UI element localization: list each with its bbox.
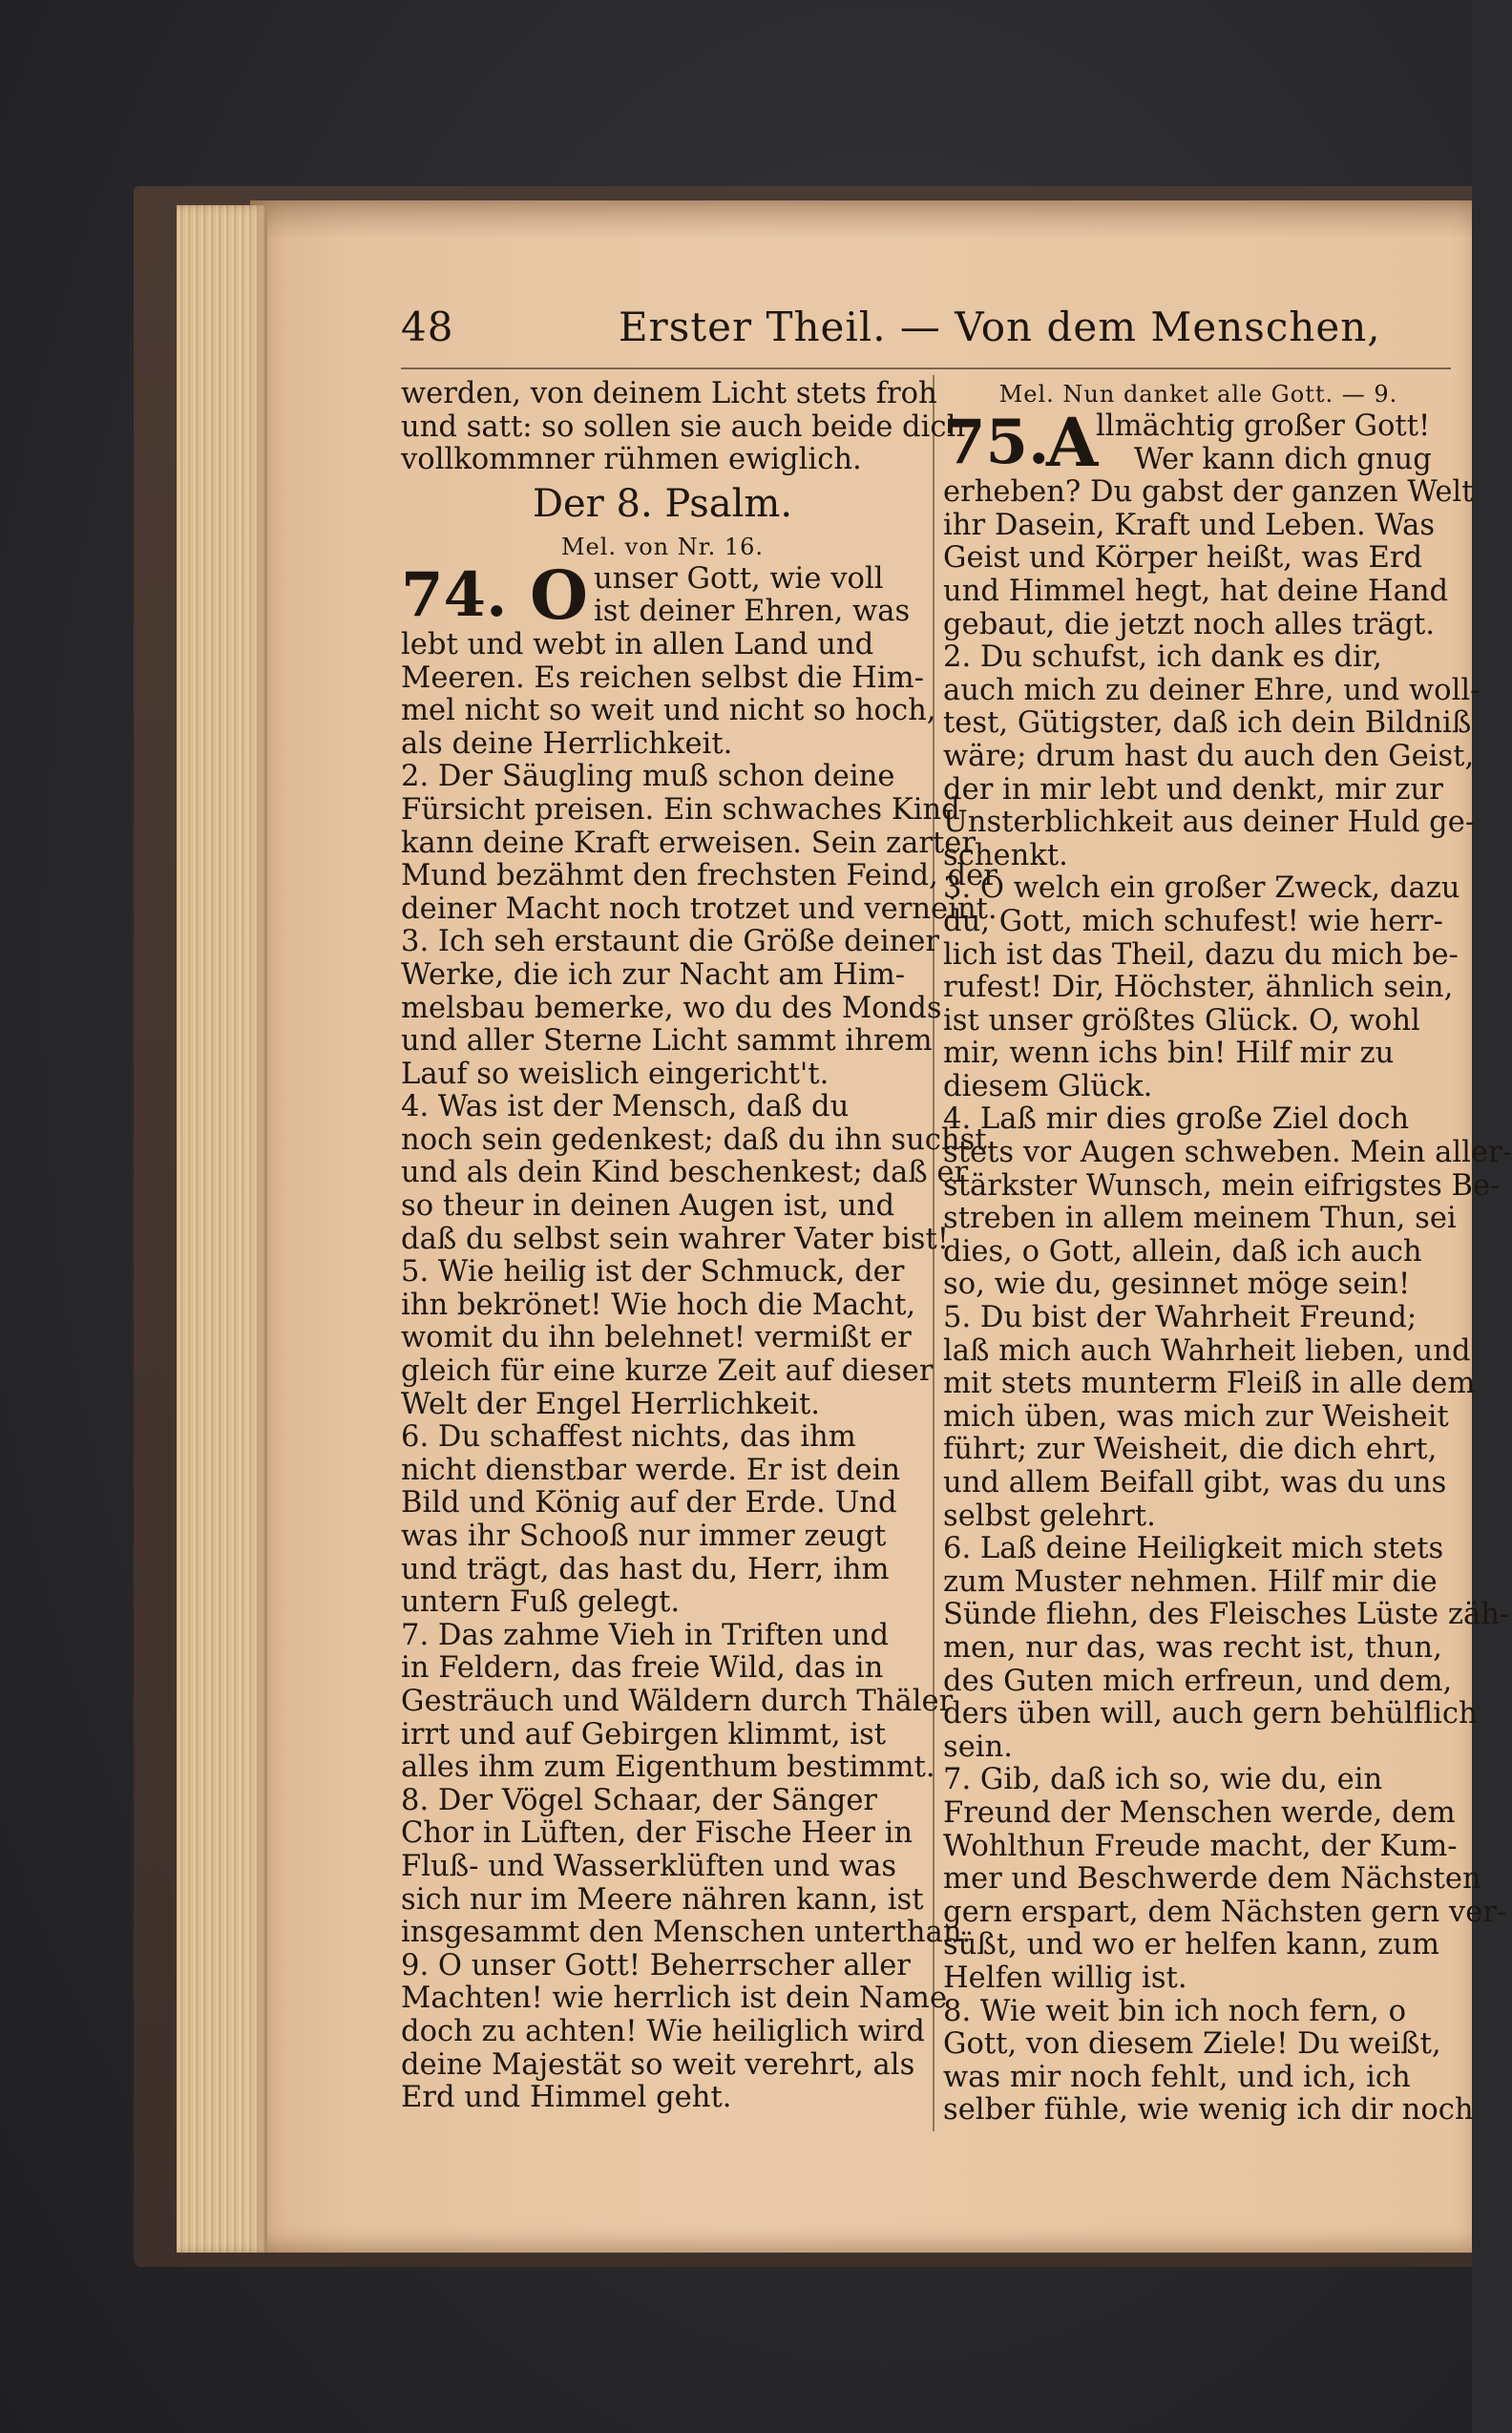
text-line: ihr Dasein, Kraft und Leben. Was [943,508,1436,542]
text-line: sein. [943,1730,1014,1764]
header-rule [401,367,1451,369]
page-number: 48 [401,304,454,350]
text-line: men, nur das, was recht ist, thun, [943,1630,1442,1665]
text-line: 8. Der Vögel Schaar, der Sänger [401,1783,878,1817]
text-line: 9. O unser Gott! Beherrscher aller [401,1948,911,1982]
text-line: stets vor Augen schweben. Mein aller- [943,1136,1512,1170]
text-line: diesem Glück. [943,1069,1153,1103]
text-line: und trägt, das hast du, Herr, ihm [401,1552,890,1586]
text-line: ist unser größtes Glück. O, wohl [943,1003,1420,1038]
text-line: untern Fuß gelegt. [401,1585,681,1620]
text-line: 8. Wie weit bin ich noch fern, o [943,1994,1406,2028]
text-line: ist deiner Ehren, was [594,595,911,629]
text-line: Mund bezähmt den frechsten Feind, der [401,859,998,893]
text-line: und aller Sterne Licht sammt ihrem [401,1024,933,1059]
text-line: Werke, die ich zur Nacht am Him- [401,957,906,992]
text-line: unser Gott, wie voll [594,561,884,596]
psalm-title: Der 8. Psalm. [532,481,793,526]
text-line: Freund der Menschen werde, dem [943,1795,1456,1830]
running-title: Erster Theil. — Von dem Menschen, [619,304,1381,350]
text-line: alles ihm zum Eigenthum bestimmt. [401,1751,935,1785]
text-line: schenkt. [943,838,1068,872]
text-line: 4. Laß mir dies große Ziel doch [943,1102,1410,1137]
running-header [401,304,1460,361]
text-line: und als dein Kind beschenkest; daß er [401,1156,969,1190]
text-line: womit du ihn belehnet! vermißt er [401,1321,912,1355]
text-line: in Feldern, das freie Wild, das in [401,1651,884,1686]
text-line: lich ist das Theil, dazu du mich be- [943,937,1459,972]
text-line: süßt, und wo er helfen kann, zum [943,1928,1440,1962]
text-line: daß du selbst sein wahrer Vater bist! [401,1222,950,1256]
text-line: so theur in deinen Augen ist, und [401,1189,895,1224]
text-line: 3. O welch ein großer Zweck, dazu [943,871,1460,906]
text-line: Bild und König auf der Erde. Und [401,1486,897,1521]
text-line: Erd und Himmel geht. [401,2081,732,2115]
text-line: Welt der Engel Herrlichkeit. [401,1387,821,1421]
text-line: Fluß- und Wasserklüften und was [401,1849,897,1883]
text-line: 6. Du schaffest nichts, das ihm [401,1420,856,1455]
text-line: erheben? Du gabst der ganzen Welt [943,475,1474,510]
hymn-75-text [943,475,1512,2128]
text-line: irrt und auf Gebirgen klimmt, ist [401,1717,887,1751]
text-line: mir, wenn ichs bin! Hilf mir zu [943,1037,1395,1071]
text-line: wäre; drum hast du auch den Geist, [943,739,1475,773]
text-line: noch sein gedenkest; daß du ihn suchst [401,1122,987,1157]
drop-capital: A [1046,403,1099,482]
page-edges [177,205,267,2253]
text-line: als deine Herrlichkeit. [401,726,733,761]
text-line: vollkommner rühmen ewiglich. [401,443,862,477]
text-line: selber fühle, wie wenig ich dir noch [943,2093,1474,2128]
text-line: deine Majestät so weit verehrt, als [401,2047,915,2082]
text-line: doch zu achten! Wie heiliglich wird [401,2014,925,2048]
text-line: gern erspart, dem Nächsten gern ver- [943,1895,1507,1929]
text-line: insgesammt den Menschen unterthan. [401,1916,972,1950]
text-line: 7. Das zahme Vieh in Triften und [401,1618,890,1652]
text-line: zum Muster nehmen. Hilf mir die [943,1564,1438,1599]
text-line: Chor in Lüften, der Fische Heer in [401,1816,914,1851]
text-line: melsbau bemerke, wo du des Monds [401,991,942,1025]
melody-note: Mel. Nun danket alle Gott. — 9. [998,381,1398,408]
text-line: Wohlthun Freude macht, der Kum- [943,1829,1458,1863]
text-line: Sünde fliehn, des Fleisches Lüste zäh- [943,1598,1510,1632]
text-line: auch mich zu deiner Ehre, und woll- [943,673,1480,707]
text-line: werden, von deinem Licht stets froh [401,377,937,410]
text-line: 5. Du bist der Wahrheit Freund; [943,1301,1418,1335]
text-line: ihn bekrönet! Wie hoch die Macht, [401,1288,916,1322]
text-line: deiner Macht noch trotzet und verneint. [401,891,998,926]
text-line: Meeren. Es reichen selbst die Him- [401,661,924,695]
hymn-74-opening [401,555,924,635]
text-line: gleich für eine kurze Zeit auf dieser [401,1354,934,1389]
text-line: und Himmel hegt, hat deine Hand [943,574,1449,608]
text-line: des Guten mich erfreun, und dem, [943,1664,1453,1698]
text-line: Lauf so weislich eingericht't. [401,1057,830,1091]
text-line: rufest! Dir, Höchster, ähnlich sein, [943,971,1454,1005]
text-line: führt; zur Weisheit, die dich ehrt, [943,1433,1438,1467]
text-line: stärkster Wunsch, mein eifrigstes Be- [943,1168,1501,1203]
text-line: lebt und webt in allen Land und [401,627,874,661]
hymn-75-opening [943,403,1454,482]
hymn-74-text [401,627,998,2115]
text-line: Machten! wie herrlich ist dein Name [401,1982,948,2016]
text-line: und satt: so sollen sie auch beide dich [401,409,966,444]
drop-capital: O [530,555,588,635]
text-line: 3. Ich seh erstaunt die Größe deiner [401,925,940,959]
text-line: Gesträuch und Wäldern durch Thäler [401,1684,954,1718]
text-line: mel nicht so weit und nicht so hoch, [401,694,936,728]
text-line: sich nur im Meere nähren kann, ist [401,1882,924,1917]
text-line: du, Gott, mich schufest! wie herr- [943,904,1443,938]
text-line: der in mir lebt und denkt, mir zur [943,772,1443,807]
text-line: Wer kann dich gnug [1134,442,1432,476]
text-line: Unsterblichkeit aus deiner Huld ge- [943,806,1476,840]
text-line: streben in allem meinem Thun, sei [943,1202,1457,1236]
text-line: selbst gelehrt. [943,1499,1156,1533]
text-line: was ihr Schooß nur immer zeugt [401,1520,887,1553]
text-line: nicht dienstbar werde. Er ist dein [401,1453,901,1487]
hymn-number: 75. [943,407,1050,478]
text-line: gebaut, die jetzt noch alles trägt. [943,607,1435,641]
text-line: mit stets munterm Fleiß in alle dem [943,1367,1476,1401]
text-line: und allem Beifall gibt, was du uns [943,1466,1447,1500]
text-line: 2. Der Säugling muß schon deine [401,760,895,794]
text-line: mich üben, was mich zur Weisheit [943,1399,1449,1434]
right-column [943,378,1512,2128]
text-line: kann deine Kraft erweisen. Sein zarter [401,826,976,860]
text-line: 5. Wie heilig ist der Schmuck, der [401,1255,905,1290]
text-line: Geist und Körper heißt, was Erd [943,541,1423,576]
text-line: ders üben will, auch gern behülflich [943,1697,1478,1731]
text-line: mer und Beschwerde dem Nächsten [943,1862,1481,1897]
text-line: Gott, von diesem Ziele! Du weißt, [943,2027,1441,2062]
text-line: 4. Was ist der Mensch, daß du [401,1090,850,1124]
text-line: 7. Gib, daß ich so, wie du, ein [943,1763,1383,1797]
melody-note: Mel. von Nr. 16. [560,533,765,560]
text-line: 2. Du schufst, ich dank es dir, [943,640,1382,675]
text-line: 6. Laß deine Heiligkeit mich stets [943,1532,1444,1566]
text-line: laß mich auch Wahrheit lieben, und [943,1333,1471,1368]
text-line: Fürsicht preisen. Ein schwaches Kind [401,792,960,827]
text-line: Helfen willig ist. [943,1961,1187,1995]
text-line: dies, o Gott, allein, daß ich auch [943,1234,1422,1269]
hymn-number: 74. [401,558,508,631]
text-line: llmächtig großer Gott! [1096,409,1431,443]
text-line: was mir noch fehlt, und ich, ich [943,2060,1411,2094]
text-line: test, Gütigster, daß ich dein Bildniß [943,706,1472,741]
text-line: so, wie du, gesinnet möge sein! [943,1268,1411,1302]
